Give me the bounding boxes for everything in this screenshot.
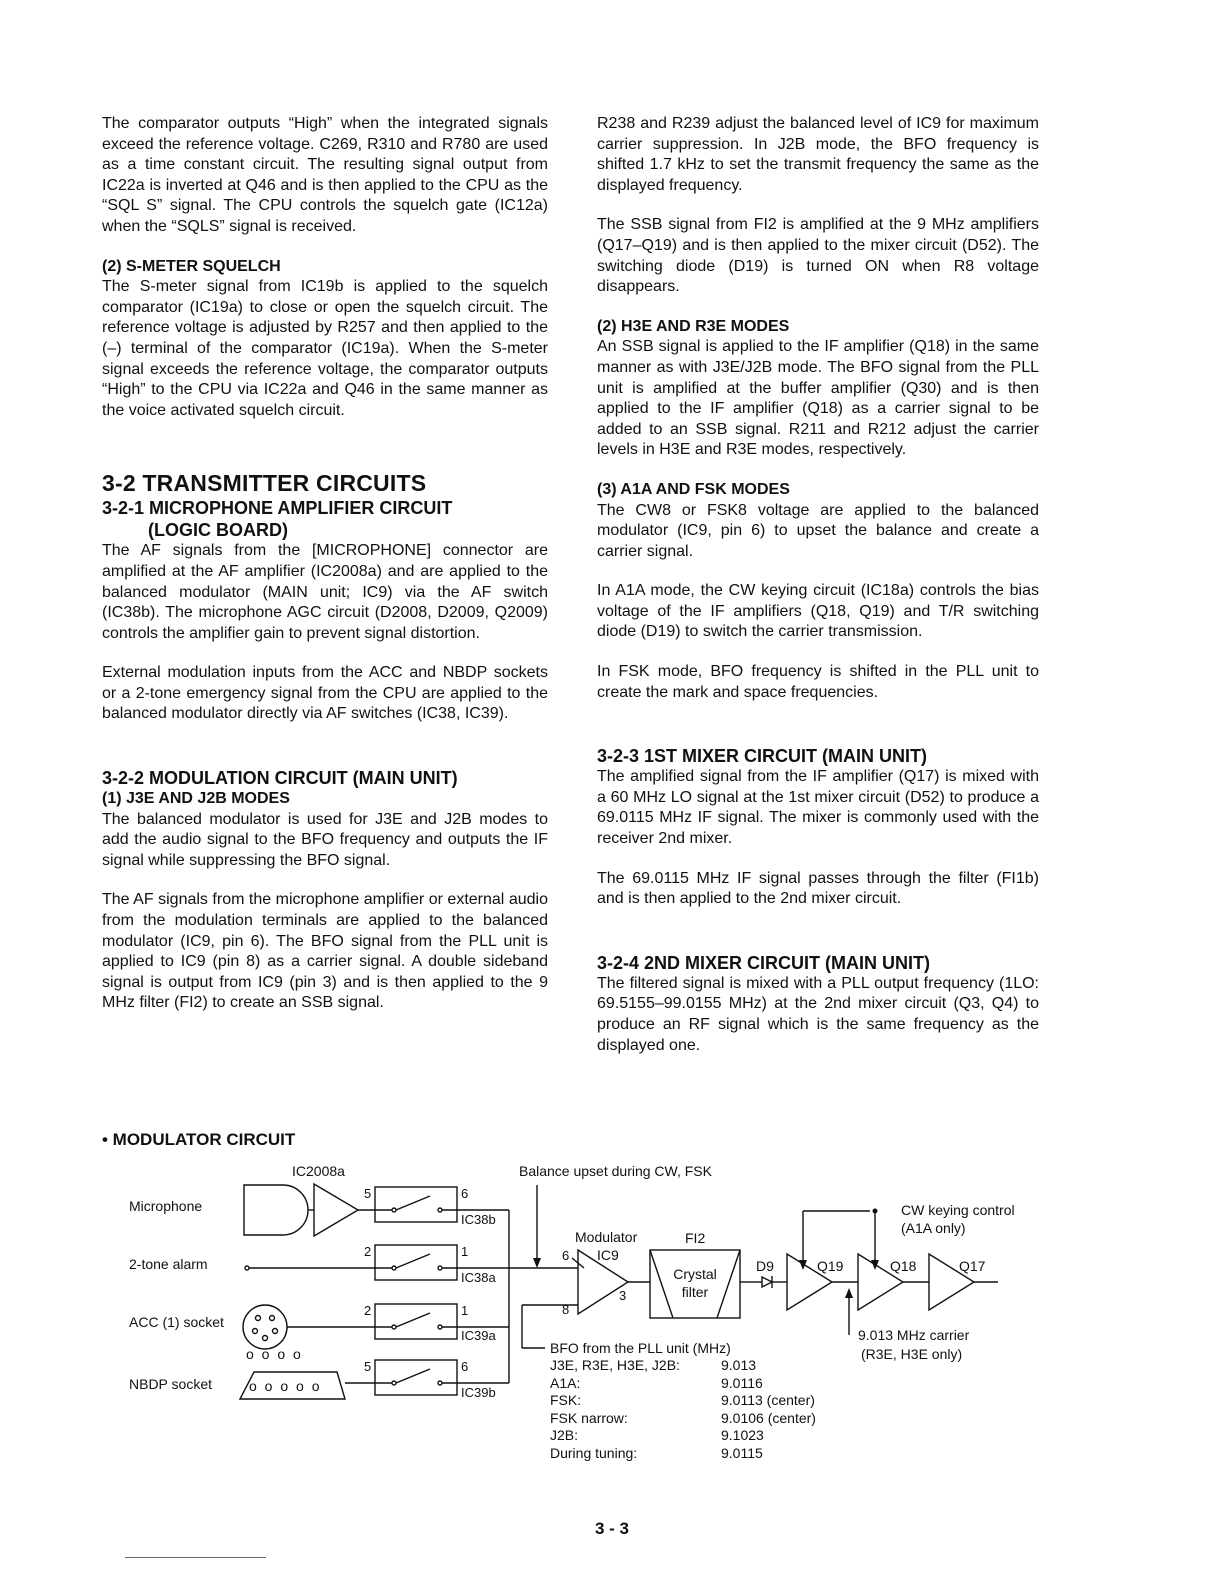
mic-amp-body bbox=[244, 1185, 308, 1235]
pin-label: 5 bbox=[364, 1186, 372, 1201]
label-q19: Q19 bbox=[817, 1258, 844, 1274]
switch-ic38a bbox=[375, 1245, 457, 1280]
mic-amp-triangle bbox=[314, 1184, 358, 1236]
bfo-row bbox=[550, 1392, 816, 1410]
switch-label-ic39a: IC39a bbox=[461, 1328, 496, 1343]
paragraph: The CW8 or FSK8 voltage are applied to the balanced modulator (IC9, pin 6) to upset the balance and create a carrier signal. bbox=[597, 501, 1039, 560]
bfo-frequency: 9.1023 bbox=[721, 1427, 764, 1444]
paragraph: In FSK mode, BFO frequency is shifted in the PLL unit to create the mark and space frequencies. bbox=[597, 663, 1039, 701]
bfo-mode: J3E, R3E, H3E, J2B: bbox=[550, 1357, 680, 1373]
pin-label: 1 bbox=[461, 1303, 469, 1318]
diagram-title: • MODULATOR CIRCUIT bbox=[102, 1130, 296, 1149]
bfo-row bbox=[550, 1427, 816, 1445]
bfo-heading: BFO from the PLL unit (MHz) bbox=[550, 1340, 731, 1356]
label-filter: filter bbox=[681, 1284, 709, 1300]
bfo-frequency: 9.013 bbox=[721, 1357, 757, 1373]
label-q17: Q17 bbox=[959, 1258, 986, 1274]
bfo-frequency: 9.0115 bbox=[721, 1444, 763, 1461]
paragraph: The S-meter signal from IC19b is applied to the squelch comparator (IC19a) to close or open the squelch circuit. The reference voltage is adjusted by R257 and then applied to the (–) terminal of the comparator (IC19a). When the S-meter signal exceeds the reference voltage, the comparator outputs “High” to the CPU via IC22a and Q46 in the same manner as the voice activated squelch circuit. bbox=[102, 278, 548, 419]
switch-label-ic39b: IC39b bbox=[461, 1385, 496, 1400]
pin-label: 5 bbox=[364, 1359, 372, 1374]
label-cw-keying: CW keying control bbox=[901, 1202, 1015, 1218]
label-ic2008a: IC2008a bbox=[292, 1163, 345, 1179]
bfo-mode: J2B: bbox=[550, 1427, 579, 1444]
subheading-j3e-j2b: (1) J3E AND J2B MODES bbox=[102, 790, 290, 808]
bfo-row bbox=[550, 1410, 816, 1428]
label-balance-upset: Balance upset during CW, FSK bbox=[519, 1163, 712, 1179]
label-fi2: FI2 bbox=[685, 1230, 706, 1246]
bfo-mode: During tuning: bbox=[550, 1444, 638, 1461]
subheading-a1a-fsk: (3) A1A AND FSK MODES bbox=[597, 480, 790, 498]
pin-label: 6 bbox=[461, 1359, 469, 1374]
bfo-frequency: 9.0113 (center) bbox=[721, 1392, 815, 1409]
subheading-s-meter-squelch: (2) S-METER SQUELCH bbox=[102, 257, 281, 275]
bfo-row bbox=[550, 1375, 816, 1393]
diagram-labels bbox=[246, 1346, 322, 1394]
bfo-frequency: 9.0106 (center) bbox=[721, 1409, 816, 1426]
pin-label: 2 bbox=[364, 1244, 372, 1259]
label-cw-keying-note: (A1A only) bbox=[901, 1220, 966, 1236]
paragraph: In A1A mode, the CW keying circuit (IC18a) controls the bias voltage of the IF amplifiers (Q18, Q19) and T/R switching diode (D19) to switch the carrier transmission. bbox=[597, 582, 1039, 641]
chapter-title: 3-2 TRANSMITTER CIRCUITS bbox=[102, 470, 427, 497]
paragraph: The 69.0115 MHz IF signal passes through the filter (FI1b) and is then applied to the 2nd mixer circuit. bbox=[597, 869, 1039, 908]
section-heading-line: 3-2-1 MICROPHONE AMPLIFIER CIRCUIT bbox=[102, 498, 453, 519]
paragraph: External modulation inputs from the ACC and NBDP sockets or a 2-tone emergency signal from the CPU are applied to the balanced modulator directly via AF switches (IC38, IC39). bbox=[102, 664, 548, 723]
subheading-h3e-r3e: (2) H3E AND R3E MODES bbox=[597, 317, 790, 335]
label-d9: D9 bbox=[756, 1258, 774, 1274]
paragraph: The AF signals from the [MICROPHONE] connector are amplified at the AF amplifier (IC2008a) and are applied to the balanced modulator (MAIN unit; IC9) via the AF switch (IC38b). The microphone AGC circuit (D2008, D2009, Q2009) controls the amplifier gain to prevent signal distortion. bbox=[102, 542, 548, 642]
paragraph: The amplified signal from the IF amplifier (Q17) is mixed with a 60 MHz LO signal at the 1st mixer circuit (D52) to produce a 69.0115 MHz IF signal. The mixer is commonly used with the receiver 2nd mixer. bbox=[597, 768, 1039, 848]
section-heading-3-2-2: 3-2-2 MODULATION CIRCUIT (MAIN UNIT) bbox=[102, 768, 458, 789]
input-label-nbdp-socket: NBDP socket bbox=[129, 1376, 212, 1392]
section-heading-line: (LOGIC BOARD) bbox=[148, 520, 288, 541]
pin-label: 6 bbox=[461, 1186, 469, 1201]
switch-label-ic38b: IC38b bbox=[461, 1212, 496, 1227]
section-heading-3-2-3: 3-2-3 1ST MIXER CIRCUIT (MAIN UNIT) bbox=[597, 746, 928, 767]
paragraph: The AF signals from the microphone amplifier or external audio from the modulation terminals are applied to the balanced modulator (IC9, pin 6). The BFO signal from the PLL unit is applied to IC9 (pin 8) as a carrier signal. A double sideband signal is output from IC9 (pin 3) and is then applied to the 9 MHz filter (FI2) to create an SSB signal. bbox=[102, 891, 548, 1012]
nbdp-pins-label: o o o o bbox=[246, 1346, 303, 1362]
label-crystal: Crystal bbox=[673, 1266, 717, 1282]
pin-label: 8 bbox=[562, 1302, 570, 1317]
input-label-microphone: Microphone bbox=[129, 1198, 203, 1214]
switch-ic39b bbox=[375, 1360, 457, 1395]
input-label-acc-socket: ACC (1) socket bbox=[129, 1314, 224, 1330]
input-label-2-tone-alarm: 2-tone alarm bbox=[129, 1256, 208, 1272]
pin-label: 6 bbox=[562, 1248, 570, 1263]
bfo-row bbox=[550, 1445, 816, 1463]
switch-ic38b bbox=[375, 1187, 457, 1222]
label-carrier-note: (R3E, H3E only) bbox=[861, 1346, 963, 1362]
bfo-mode: A1A: bbox=[550, 1374, 581, 1391]
pin-label: 2 bbox=[364, 1303, 372, 1318]
paragraph: The SSB signal from FI2 is amplified at the 9 MHz amplifiers (Q17–Q19) and is then applied to the mixer circuit (D52). The switching diode (D19) is turned ON when R8 voltage disappears. bbox=[597, 216, 1039, 296]
pin-label: 1 bbox=[461, 1244, 469, 1259]
switch-ic39a bbox=[375, 1304, 457, 1339]
switch-label-ic38a: IC38a bbox=[461, 1270, 496, 1285]
diode-d9 bbox=[762, 1277, 772, 1287]
pin-label: 3 bbox=[619, 1288, 627, 1303]
paragraph: The comparator outputs “High” when the integrated signals exceed the reference voltage. C269, R310 and R780 are used as a time constant circuit. The resulting signal output from IC22a is inverted at Q46 and is then applied to the CPU as the “SQL S” signal. The CPU controls the squelch gate (IC12a) when the “SQLS” signal is received. bbox=[102, 115, 548, 235]
label-modulator: Modulator bbox=[575, 1229, 638, 1245]
label-q18: Q18 bbox=[890, 1258, 917, 1274]
paragraph: The filtered signal is mixed with a PLL output frequency (1LO: 69.5155–99.0155 MHz) at the 2nd mixer circuit (Q3, Q4) to produce an RF signal which is the same frequency as the displayed one. bbox=[597, 974, 1039, 1054]
paragraph: The balanced modulator is used for J3E and J2B modes to add the audio signal to the BFO frequency and outputs the IF signal while suppressing the BFO signal. bbox=[102, 810, 548, 869]
bfo-frequency: 9.0116 bbox=[721, 1374, 763, 1391]
acc-socket-icon bbox=[243, 1305, 287, 1349]
bfo-row bbox=[550, 1357, 816, 1375]
nbdp-pins-label: o o o o o bbox=[249, 1378, 322, 1394]
section-heading-3-2-4: 3-2-4 2ND MIXER CIRCUIT (MAIN UNIT) bbox=[597, 952, 931, 973]
bfo-table bbox=[550, 1357, 816, 1463]
footer-rule bbox=[125, 1557, 266, 1558]
bfo-mode: FSK narrow: bbox=[550, 1409, 628, 1426]
label-carrier: 9.013 MHz carrier bbox=[858, 1327, 970, 1343]
bfo-mode: FSK: bbox=[550, 1392, 582, 1409]
page-number: 3 - 3 bbox=[594, 1519, 630, 1538]
paragraph: R238 and R239 adjust the balanced level of IC9 for maximum carrier suppression. In J2B mode, the BFO frequency is shifted 1.7 kHz to set the transmit frequency the same as the displayed frequency. bbox=[597, 115, 1039, 194]
paragraph: An SSB signal is applied to the IF amplifier (Q18) in the same manner as with J3E/J2B mode. The BFO signal from the PLL unit is amplified at the buffer amplifier (Q30) and is then applied to the IF amplifier (Q18) as a carrier signal to be added to an SSB signal. R211 and R212 adjust the carrier levels in H3E and R3E modes, respectively. bbox=[597, 338, 1039, 459]
label-ic9: IC9 bbox=[597, 1247, 619, 1263]
